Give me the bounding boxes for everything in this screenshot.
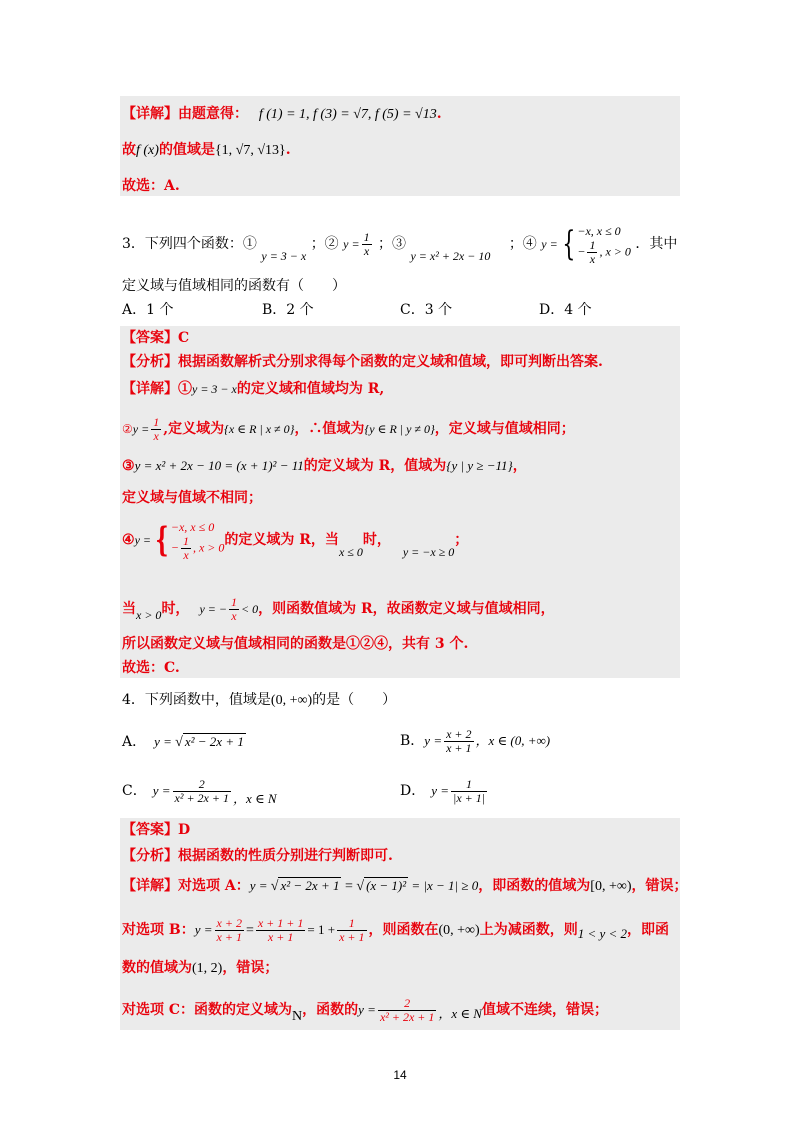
q3-detail-3 <box>122 456 527 476</box>
label: B． <box>400 733 425 749</box>
ineq: 1 < y < 2 <box>577 926 628 941</box>
q4-answer: 【答案】D <box>122 822 191 838</box>
fx-math: f (x) <box>136 143 159 158</box>
frac <box>587 239 597 266</box>
den: x <box>363 243 370 258</box>
text: 当 <box>122 601 136 617</box>
q3-detail-3b: 定义域与值域不相同； <box>122 490 262 506</box>
text: 时， <box>362 532 391 548</box>
num-marker: ② <box>122 422 133 436</box>
set: {y ∈ R | y ≠ 0} <box>364 422 435 436</box>
q2-choice-line: 故选：A. <box>122 178 180 194</box>
q3-choice: 故选：C. <box>122 660 180 676</box>
text: 上为减函数，则 <box>479 922 578 938</box>
q3-option-c[interactable]: C．3 个 <box>400 302 453 318</box>
q2-range-line <box>122 140 291 161</box>
cond: x > 0 <box>136 608 162 622</box>
num: 1 <box>589 237 596 252</box>
q3-detail-6: 所以函数定义域与值域相同的函数是①②④，共有 3 个. <box>122 636 469 652</box>
range-set: {1, √7, √13} <box>214 143 286 158</box>
num: 1 <box>337 917 366 931</box>
y: y = <box>134 533 151 547</box>
text: 故 <box>122 142 136 158</box>
frac <box>181 535 191 562</box>
text: ，函数的 <box>302 1002 359 1018</box>
text: 4．下列函数中，值域是 <box>122 692 271 708</box>
q3-stem-line2: 定义域与值域相同的函数有（ ） <box>122 278 346 294</box>
text: ，则函数在 <box>368 922 439 938</box>
q3-f2-frac <box>362 231 372 258</box>
num: 2 <box>173 778 231 792</box>
case1: −x, x ≤ 0 <box>577 223 621 238</box>
frac <box>151 416 161 443</box>
q3-detail-1 <box>122 379 384 399</box>
num-marker: ④ <box>122 532 135 548</box>
num: 1 <box>363 229 370 244</box>
den: x <box>153 428 159 443</box>
den: x <box>231 608 237 623</box>
radicand: x² − 2x + 1 <box>184 734 244 749</box>
abs: = |x − 1| ≥ 0 <box>408 878 479 893</box>
case2 <box>577 239 631 266</box>
q3-f3: y = x² + 2x − 10 <box>410 249 491 263</box>
y: y = − <box>199 602 227 616</box>
detail-label: 【详解】 <box>122 106 178 122</box>
frac <box>229 596 239 623</box>
frac <box>337 917 366 944</box>
text: 对选项 B： <box>122 922 195 938</box>
domain: ，x ∈ (0, +∞) <box>475 733 551 748</box>
text: ， <box>512 458 527 474</box>
text: 的定义域为 R，当 <box>224 532 339 548</box>
frac <box>451 778 487 805</box>
period: . <box>436 106 442 122</box>
radicand: (x − 1)² <box>366 878 407 893</box>
text: ，错误； <box>222 960 279 976</box>
label: D． <box>400 783 426 799</box>
q3-detail-2 <box>122 412 575 446</box>
radicand: x² − 2x + 1 <box>280 878 340 893</box>
cases <box>171 519 225 562</box>
y: y = <box>152 783 171 798</box>
q4-detail-b2 <box>122 958 278 979</box>
q4-option-a[interactable] <box>122 732 246 753</box>
sep: ；② <box>310 236 339 252</box>
frac <box>215 917 244 944</box>
page-number: 14 <box>393 1068 407 1082</box>
den: x² + 2x + 1 <box>174 790 229 805</box>
q3-stem <box>122 220 677 268</box>
minus: − <box>170 539 179 554</box>
q3-stem-end: ．其中 <box>635 236 678 252</box>
cond: x ≤ 0 <box>338 545 363 559</box>
q4-detail-b <box>122 912 669 948</box>
q3-f4-lhs: y = <box>541 237 558 251</box>
q4-detail-a <box>122 876 687 897</box>
label: A． <box>122 734 147 750</box>
set: {x ∈ R | x ≠ 0} <box>224 422 295 436</box>
num: x + 1 + 1 <box>257 915 304 930</box>
q4-analysis: 【分析】根据函数的性质分别进行判断即可. <box>122 848 393 864</box>
den: x <box>183 547 189 562</box>
den: |x + 1| <box>453 790 486 805</box>
text: 【详解】对选项 A： <box>122 878 250 894</box>
q3-option-a[interactable]: A．1 个 <box>122 302 174 318</box>
text: 的定义域和值域均为 R, <box>236 381 385 397</box>
sqrt: √ (x − 1)² <box>356 878 407 894</box>
interval: (1, 2) <box>192 961 223 976</box>
num: 2 <box>378 997 436 1011</box>
sep: ；④ <box>508 236 537 252</box>
interval: (0, +∞) <box>270 693 313 708</box>
q3-analysis: 【分析】根据函数解析式分别求得每个函数的定义域和值域，即可判断出答案. <box>122 354 603 370</box>
frac <box>444 728 473 755</box>
den: x + 1 <box>446 740 472 755</box>
q3-option-b[interactable]: B．2 个 <box>262 302 314 318</box>
detail-math: f (1) = 1, f (3) = √7, f (5) = √13 <box>258 107 437 122</box>
y: y = <box>431 783 450 798</box>
frac <box>378 997 436 1024</box>
domain: ，x ∈ N <box>438 1006 482 1021</box>
text: ，∴值域为 <box>294 421 365 437</box>
y: y = <box>424 733 443 748</box>
text: ，即函数的值域为 <box>478 878 591 894</box>
q4-stem <box>122 690 396 711</box>
sqrt: √ x² − 2x + 1 <box>175 734 244 750</box>
den: x² + 2x + 1 <box>379 1009 435 1024</box>
q2-detail-line <box>122 104 442 125</box>
res: y = −x ≥ 0 <box>402 545 455 559</box>
num: x + 2 <box>216 915 242 930</box>
y: y = <box>194 922 213 937</box>
period: . <box>285 142 291 158</box>
den: x + 1 <box>339 929 365 944</box>
frac <box>256 917 306 944</box>
text: ,定义域为 <box>163 421 225 437</box>
den: x + 1 <box>267 929 294 944</box>
interval: [0, +∞) <box>590 879 632 894</box>
num: x + 2 <box>446 726 472 741</box>
num: 1 <box>182 533 189 548</box>
y: y = <box>132 422 150 436</box>
domain: ，x ∈ N <box>232 791 277 806</box>
text: 的值域是 <box>158 142 215 158</box>
detail-text: 由题意得： <box>178 106 248 122</box>
eq: = 1 + <box>307 922 336 937</box>
detail-label: 【详解】① <box>122 381 192 397</box>
y: y = <box>358 1002 376 1017</box>
cond: , x > 0 <box>192 539 225 554</box>
text: 对选项 C：函数的定义域为 <box>122 1002 293 1018</box>
q3-detail-5 <box>122 592 555 626</box>
lt: < 0 <box>240 602 259 616</box>
set: {y | y ≥ −11} <box>446 458 513 473</box>
q4-option-b[interactable] <box>400 724 550 758</box>
case1: −x, x ≤ 0 <box>170 519 215 534</box>
minus: − <box>577 243 586 258</box>
label: C． <box>122 783 147 799</box>
q3-f2-lhs: y = <box>343 237 360 251</box>
eq: = <box>341 879 357 894</box>
y: y = <box>249 878 271 893</box>
q3-f4-cases <box>577 223 631 266</box>
q4-option-c[interactable] <box>122 774 277 808</box>
frac <box>173 778 231 805</box>
den: x + 1 <box>216 929 242 944</box>
interval: (0, +∞) <box>438 923 480 938</box>
eq: = <box>245 923 254 938</box>
num-marker: ③ <box>122 458 135 474</box>
y: y = <box>154 734 176 749</box>
num: 1 <box>153 414 160 429</box>
text: 数的值域为 <box>122 960 192 976</box>
brace: { <box>155 520 169 560</box>
den: x <box>589 251 596 266</box>
text: ，错误； <box>631 878 688 894</box>
math: y = x² + 2x − 10 = (x + 1)² − 11 <box>134 458 304 473</box>
text: ； <box>454 532 469 548</box>
text: ，即函 <box>627 922 670 938</box>
num: 1 <box>451 778 487 792</box>
text: 时， <box>161 601 190 617</box>
q3-detail-4 <box>122 512 468 568</box>
text: 的定义域为 R，值域为 <box>303 458 447 474</box>
cond: , x > 0 <box>599 243 631 258</box>
brace: { <box>562 224 576 264</box>
text: ，则函数值域为 R，故函数定义域与值域相同， <box>258 601 555 617</box>
set-n: N <box>292 1009 303 1024</box>
text: 的是（ ） <box>312 692 397 708</box>
q3-f1: y = 3 − x <box>261 249 307 263</box>
q3-stem-start: 3．下列四个函数：① <box>122 236 257 252</box>
q3-answer: 【答案】C <box>122 330 190 346</box>
sep: ；③ <box>378 236 407 252</box>
math: y = 3 − x <box>192 382 237 396</box>
num: 1 <box>230 594 237 609</box>
sqrt: √ x² − 2x + 1 <box>270 878 340 894</box>
text: ，定义域与值域相同； <box>434 421 575 437</box>
q3-option-d[interactable]: D．4 个 <box>539 302 592 318</box>
case2 <box>171 535 225 562</box>
q4-option-d[interactable] <box>400 774 489 808</box>
q4-detail-c <box>122 992 608 1028</box>
text: 值域不连续，错误； <box>481 1002 608 1018</box>
